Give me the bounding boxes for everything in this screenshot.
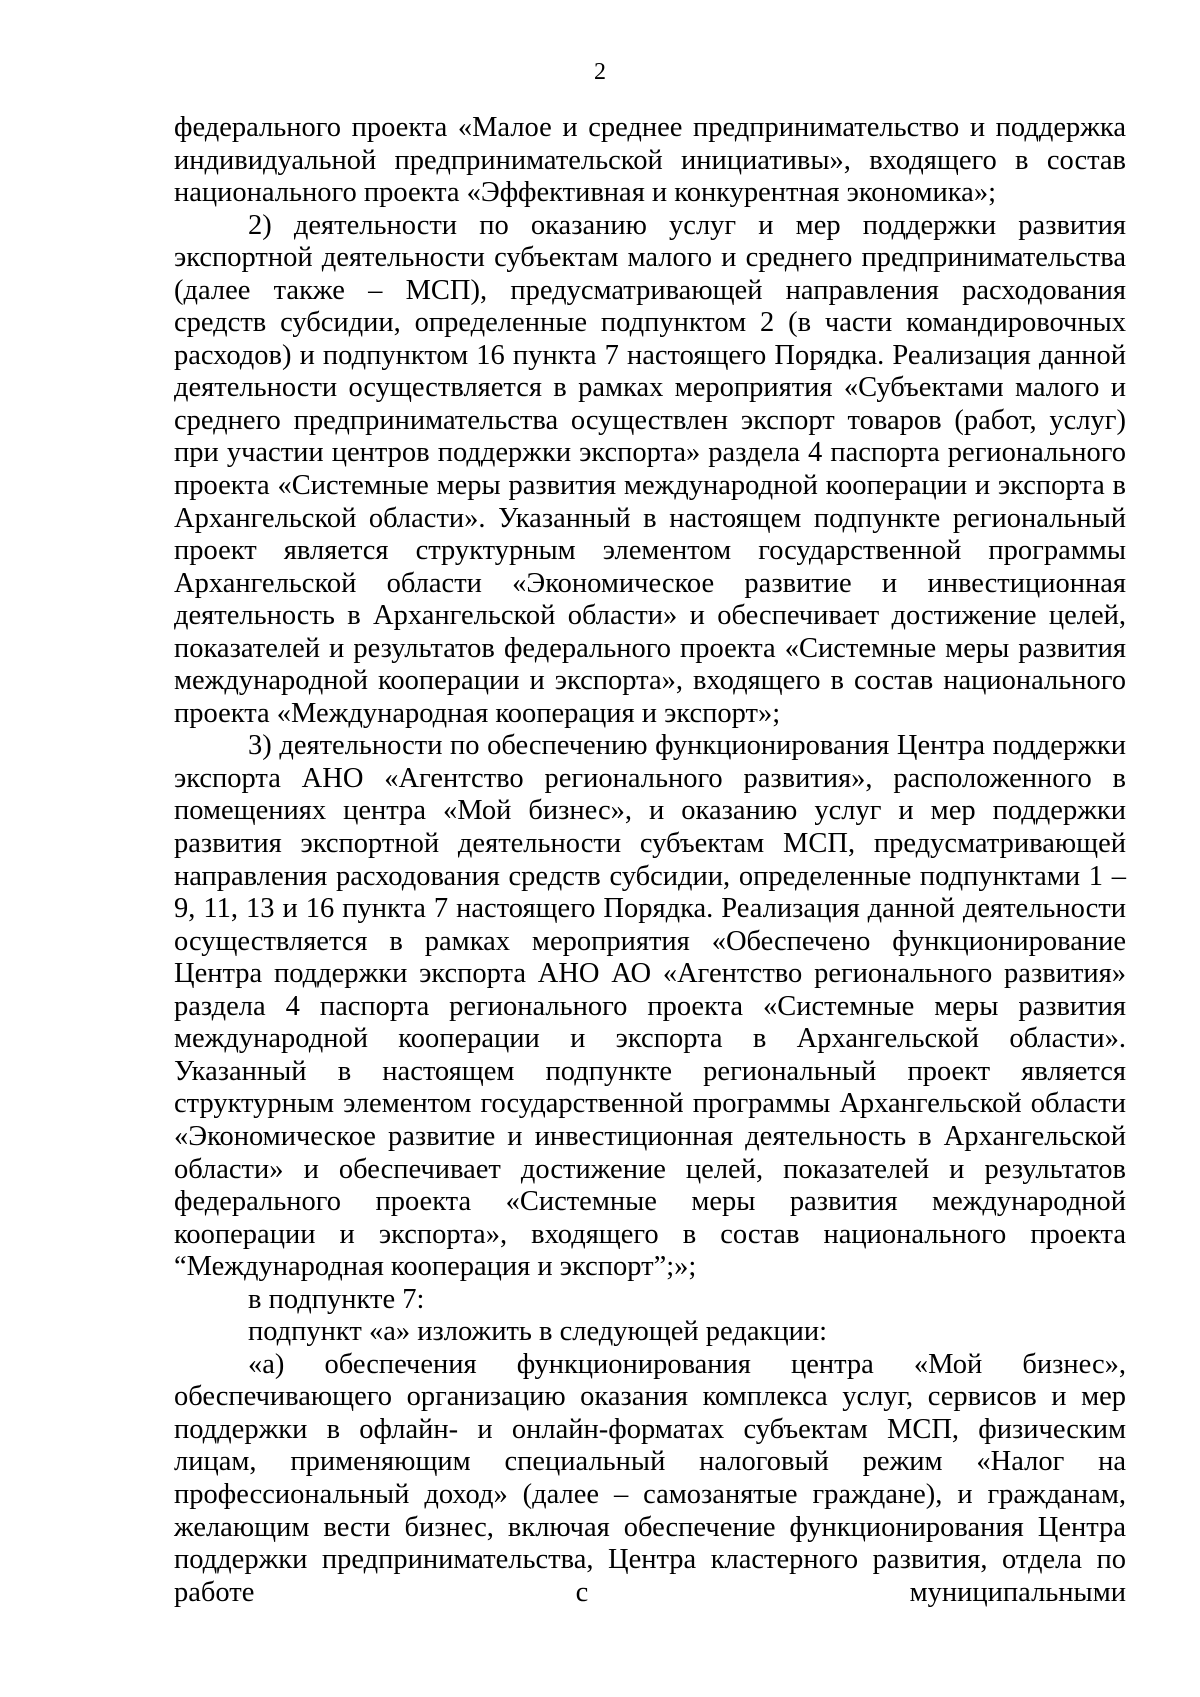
- paragraph-federal-project-continuation: федерального проекта «Малое и среднее предпринимательство и поддержка индивидуальной предпринимательской инициативы», входящего в состав национального проекта «Эффективная и конкурентная экономика»;: [174, 112, 1126, 209]
- paragraph-subpoint-a-heading: подпункт «а» изложить в следующей редакции:: [248, 1316, 827, 1348]
- paragraph-subpoint-a-text: «а) обеспечения функционирования центра «Мой бизнес», обеспечивающего организацию оказания комплекса услуг, сервисов и мер поддержки в офлайн- и онлайн-форматах субъектам МСП, физическим лицам, применяющим специальный налоговый режим «Налог на профессиональный доход» (далее – самозанятые граждане), и гражданам, желающим вести бизнес, включая обеспечение функционирования Центра поддержки предпринимательства, Центра кластерного развития, отдела по работе с муниципальными: [174, 1348, 1126, 1608]
- page-number: 2: [594, 59, 606, 85]
- paragraph-item-2-export-support: 2) деятельности по оказанию услуг и мер поддержки развития экспортной деятельности субъектам малого и среднего предпринимательства (далее также – МСП), предусматривающей направления расходования средств субсидии, определенные подпунктом 2 (в части командировочных расходов) и подпунктом 16 пункта 7 настоящего Порядка. Реализация данной деятельности осуществляется в рамках мероприятия «Субъектами малого и среднего предпринимательства осуществлен экспорт товаров (работ, услуг) при участии центров поддержки экспорта» раздела 4 паспорта регионального проекта «Системные меры развития международной кооперации и экспорта в Архангельской области». Указанный в настоящем подпункте региональный проект является структурным элементом государственной программы Архангельской области «Экономическое развитие и инвестиционная деятельность в Архангельской области» и обеспечивает достижение целей, показателей и результатов федерального проекта «Системные меры развития международной кооперации и экспорта», входящего в состав национального проекта «Международная кооперация и экспорт»;: [174, 209, 1126, 729]
- document-body: [174, 112, 1126, 1609]
- paragraph-subpoint-7: в подпункте 7:: [248, 1283, 425, 1315]
- paragraph-item-3-export-center: 3) деятельности по обеспечению функционирования Центра поддержки экспорта АНО «Агентство регионального развития», расположенного в помещениях центра «Мой бизнес», и оказанию услуг и мер поддержки развития экспортной деятельности субъектам МСП, предусматривающей направления расходования средств субсидии, определенные подпунктами 1 – 9, 11, 13 и 16 пункта 7 настоящего Порядка. Реализация данной деятельности осуществляется в рамках мероприятия «Обеспечено функционирование Центра поддержки экспорта АНО АО «Агентство регионального развития» раздела 4 паспорта регионального проекта «Системные меры развития международной кооперации и экспорта в Архангельской области». Указанный в настоящем подпункте региональный проект является структурным элементом государственной программы Архангельской области «Экономическое развитие и инвестиционная деятельность в Архангельской области» и обеспечивает достижение целей, показателей и результатов федерального проекта «Системные меры развития международной кооперации и экспорта», входящего в состав национального проекта “Международная кооперация и экспорт”;»;: [174, 730, 1126, 1283]
